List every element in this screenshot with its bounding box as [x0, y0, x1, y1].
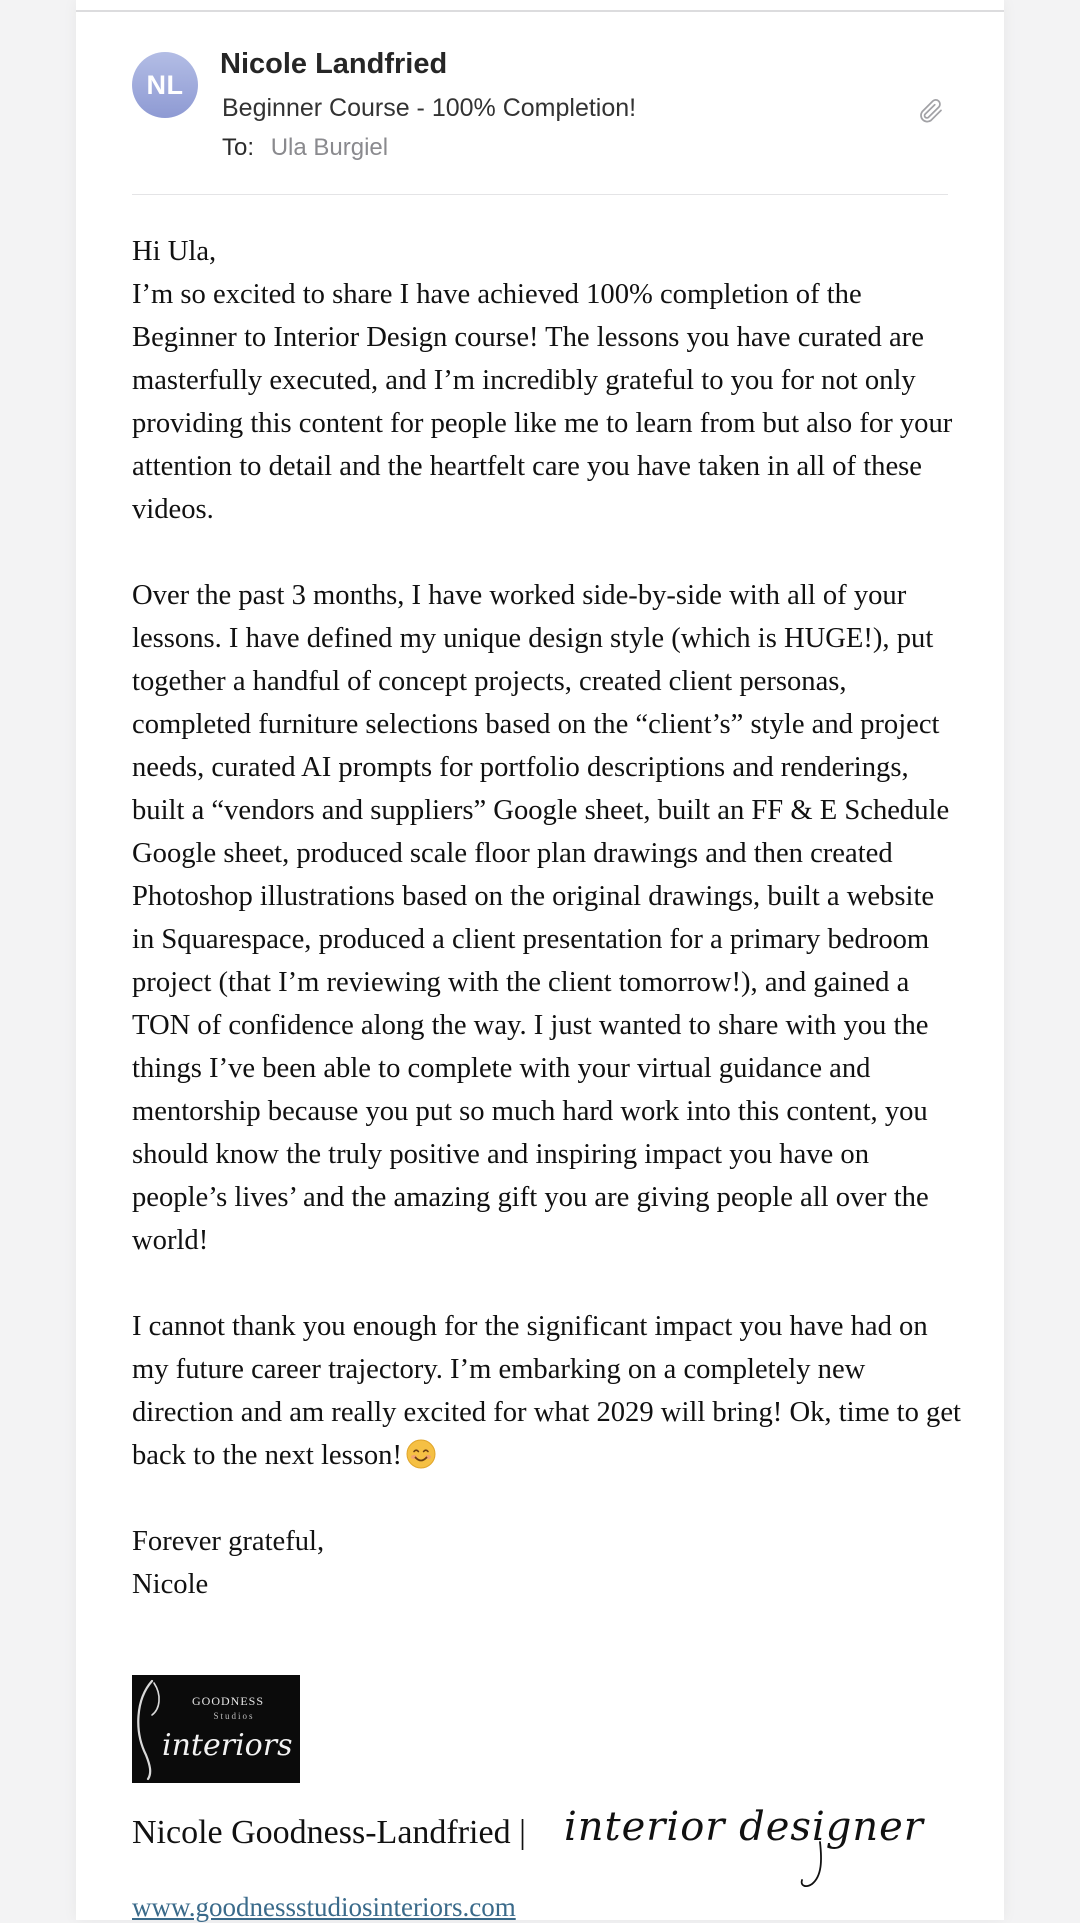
greeting: Hi Ula,	[132, 236, 217, 267]
website-link[interactable]: www.goodnessstudiosinteriors.com	[132, 1892, 516, 1922]
paperclip-icon[interactable]	[916, 96, 946, 126]
body-paragraph-3: I cannot thank you enough for the significant impact you have had on my future career trajectory. I’m embarking on a completely new direction and am really excited for what 2029 will bring! Ok, time to get back to the next lesson!	[132, 1311, 961, 1471]
email-body	[132, 230, 962, 1606]
recipient-name[interactable]: Ula Burgiel	[270, 134, 389, 161]
logo-text-interiors: interiors	[162, 1728, 293, 1763]
logo-text-studios: Studios	[213, 1711, 255, 1721]
top-divider	[76, 10, 1004, 12]
signature-line	[132, 1800, 932, 1890]
body-paragraph-3-wrap	[132, 1305, 962, 1477]
recipient-line	[222, 134, 388, 162]
sender-name[interactable]: Nicole Landfried	[220, 48, 448, 80]
email-header	[132, 44, 948, 195]
smiling-face-emoji	[406, 1439, 436, 1469]
company-logo	[132, 1675, 300, 1783]
email-subject: Beginner Course - 100% Completion!	[222, 94, 637, 122]
closing: Forever grateful,	[132, 1526, 325, 1557]
signature-flourish	[792, 1836, 842, 1892]
signature-role: interior designer	[564, 1804, 924, 1850]
email-viewer	[76, 0, 1004, 1920]
body-paragraph-1: I’m so excited to share I have achieved 100% completion of the Beginner to Interior Design course! The lessons you have curated are masterfully executed, and I’m incredibly grateful to you for not only providing this content for people like me to learn from but also for your attention to detail and the heartfelt care you have taken in all of these videos.	[132, 279, 953, 525]
sign-off-name: Nicole	[132, 1569, 209, 1600]
logo-graphic	[132, 1675, 300, 1783]
to-label: To:	[222, 134, 255, 161]
logo-text-goodness: GOODNESS	[191, 1694, 265, 1708]
avatar[interactable]: NL	[132, 52, 198, 118]
body-paragraph-2: Over the past 3 months, I have worked side-by-side with all of your lessons. I have defined my unique design style (which is HUGE!), put together a handful of concept projects, created client personas, completed furniture selections based on the “client’s” style and project needs, curated AI prompts for portfolio descriptions and renderings, built a “vendors and suppliers” Google sheet, built an FF & E Schedule Google sheet, produced scale floor plan drawings and then created Photoshop illustrations based on the original drawings, built a website in Squarespace, produced a client presentation for a primary bedroom project (that I’m reviewing with the client tomorrow!), and gained a TON of confidence along the way. I just wanted to share with you the things I’ve been able to complete with your virtual guidance and mentorship because you put so much hard work into this content, you should know the truly positive and inspiring impact you have on people’s lives’ and the amazing gift you are giving people all over the world!	[132, 580, 950, 1256]
signature-full-name: Nicole Goodness-Landfried |	[132, 1814, 526, 1851]
